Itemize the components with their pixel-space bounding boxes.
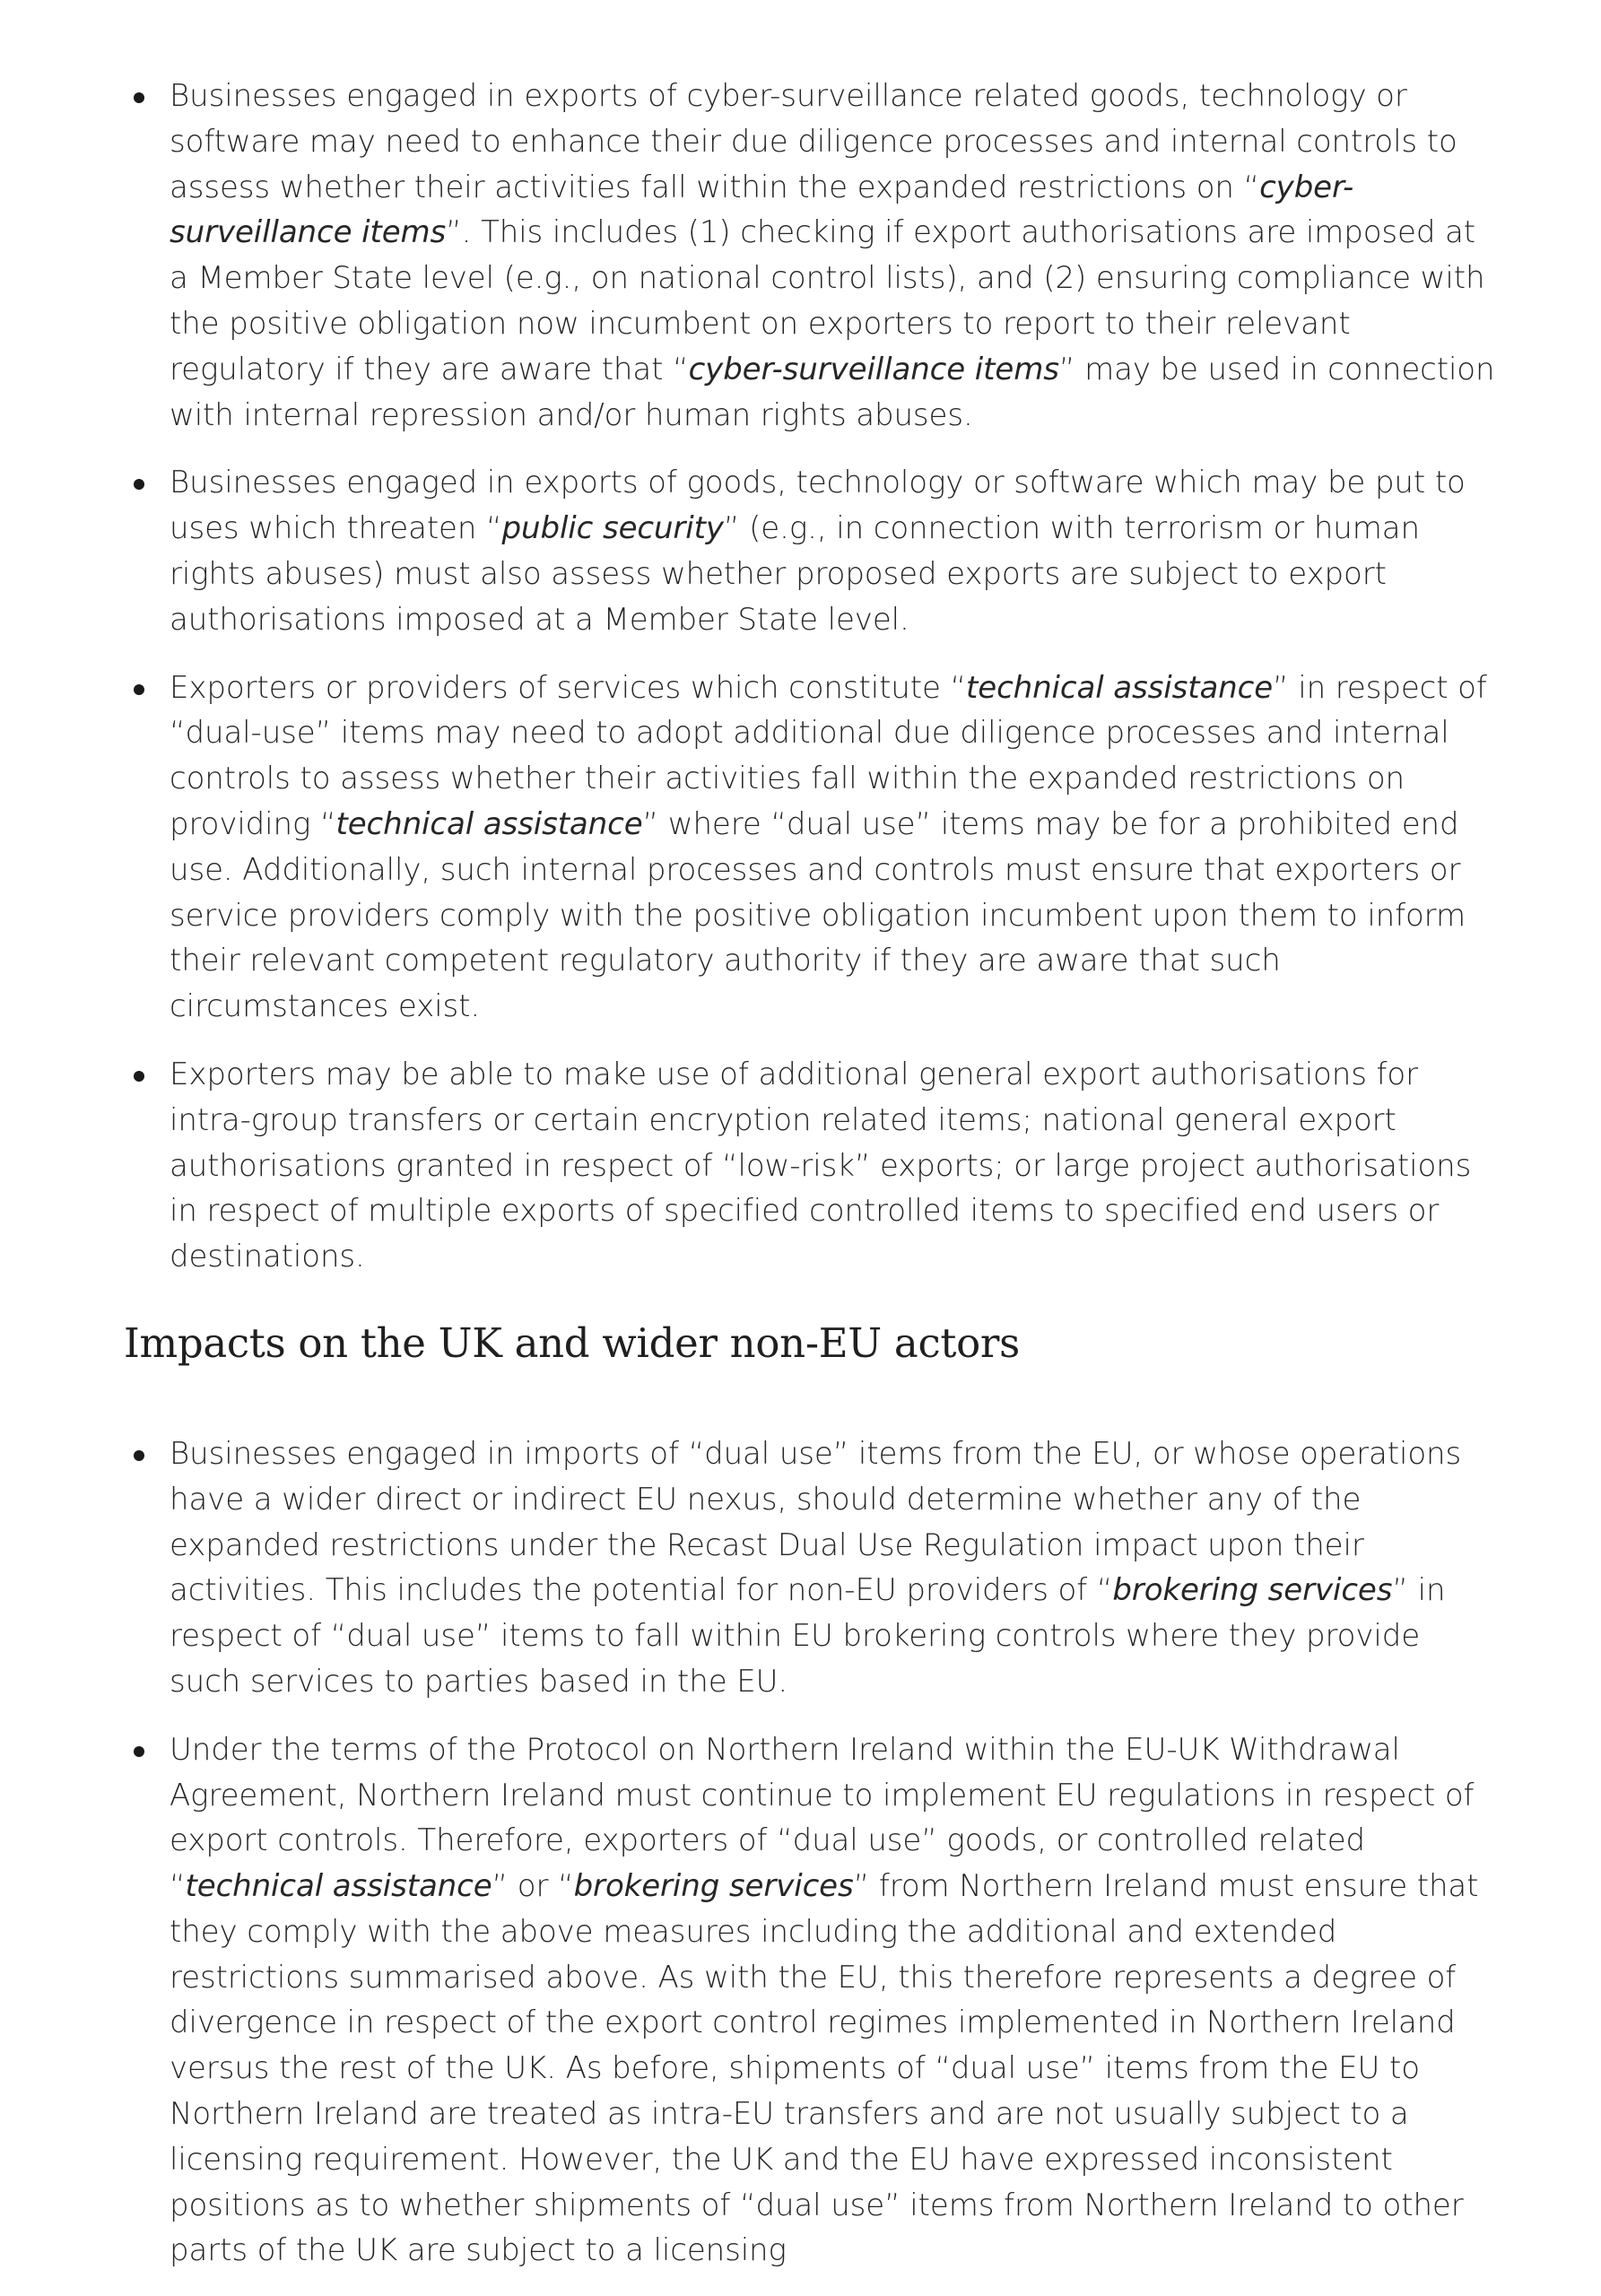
text-run: ” from Northern Ireland must ensure that they comply with the above measures including the additional and extended restrictions summarised above. As with the EU, this therefore represents a degree of divergence in respect of the export control regimes implemented in Northern Ireland versus the rest of the UK. As before, shipments of “dual use” items from the EU to Northern Ireland are treated as intra-EU transfers and are not usually subject to a licensing requirement. However, the UK and the EU have expressed inconsistent positions as to whether shipments of “dual use” items from Northern Ireland to other parts of the UK are subject to a licensing	[170, 1868, 1479, 2269]
bullet-list-uk	[124, 1431, 1496, 2274]
text-run: ” or “	[492, 1868, 574, 1905]
bullet-dot-icon	[134, 684, 144, 695]
list-item	[124, 1052, 1496, 1280]
list-item	[124, 665, 1496, 1030]
text-run: ”. This includes (1) checking if export authorisations are imposed at a Member State level (e.g., on national control lists), and (2) ensuring compliance with the positive obligation now incumbent on exporters to report to their relevant regulatory if they are aware that “	[170, 214, 1485, 387]
bullet-list-eu	[124, 74, 1496, 1280]
text-run: Exporters or providers of services which constitute “	[170, 669, 967, 706]
list-item	[124, 1727, 1496, 2274]
text-run: Exporters may be able to make use of additional general export authorisations for intra-group transfers or certain encryption related items; national general export authorisations granted in respect of “low-risk” exports; or large project authorisations in respect of multiple exports of specified controlled items to specified end users or destinations.	[170, 1056, 1472, 1275]
list-item	[124, 74, 1496, 438]
bullet-dot-icon	[134, 479, 144, 490]
italic-term: public security	[501, 510, 724, 547]
text-run: ” where “dual use” items may be for a prohibited end use. Additionally, such internal processes and controls must ensure that exporters or service providers comply with the positive obligation incumbent upon them to inform their relevant competent regulatory authority if they are aware that such circumstances exist.	[170, 805, 1466, 1025]
bullet-dot-icon	[134, 1746, 144, 1757]
list-item	[124, 460, 1496, 642]
italic-term: technical assistance	[335, 805, 643, 842]
text-run: ” in respect of “dual-use” items may need to adopt additional due diligence processes and internal controls to assess whether their activities fall within the expanded restrictions on providing “	[170, 669, 1487, 842]
italic-term: cyber-surveillance items	[170, 169, 1354, 251]
bullet-dot-icon	[134, 1071, 144, 1082]
italic-term: brokering services	[573, 1868, 854, 1905]
bullet-dot-icon	[134, 1450, 144, 1461]
document-page	[124, 74, 1496, 2296]
italic-term: technical assistance	[966, 669, 1274, 706]
bullet-dot-icon	[134, 92, 144, 103]
section-heading: Impacts on the UK and wider non-EU actors	[124, 1318, 1020, 1367]
italic-term: technical assistance	[185, 1868, 492, 1905]
italic-term: cyber-surveillance items	[688, 351, 1059, 387]
list-item	[124, 1431, 1496, 1705]
text-run: ” may be used in connection with internal repression and/or human rights abuses.	[170, 351, 1495, 433]
text-run: Businesses engaged in imports of “dual use” items from the EU, or whose operations have a wider direct or indirect EU nexus, should determine whether any of the expanded restrictions under the Recast Dual Use Regulation impact upon their activities. This includes the potential for non-EU providers of “	[170, 1435, 1462, 1609]
italic-term: brokering services	[1112, 1572, 1393, 1609]
text-run: Businesses engaged in exports of goods, technology or software which may be put to uses which threaten “	[170, 465, 1466, 547]
text-run: ” (e.g., in connection with terrorism or human rights abuses) must also assess whether proposed exports are subject to export authorisations imposed at a Member State level.	[170, 510, 1420, 638]
text-run: ” in respect of “dual use” items to fall within EU brokering controls where they provide such services to parties based in the EU.	[170, 1572, 1446, 1700]
text-run: Under the terms of the Protocol on Northern Ireland within the EU-UK Withdrawal Agreement, Northern Ireland must continue to implement EU regulations in respect of export controls. Therefore, exporters of “dual use” goods, or controlled related “	[170, 1731, 1475, 1905]
text-run: Businesses engaged in exports of cyber-surveillance related goods, technology or software may need to enhance their due diligence processes and internal controls to assess whether their activities fall within the expanded restrictions on “	[170, 78, 1457, 205]
